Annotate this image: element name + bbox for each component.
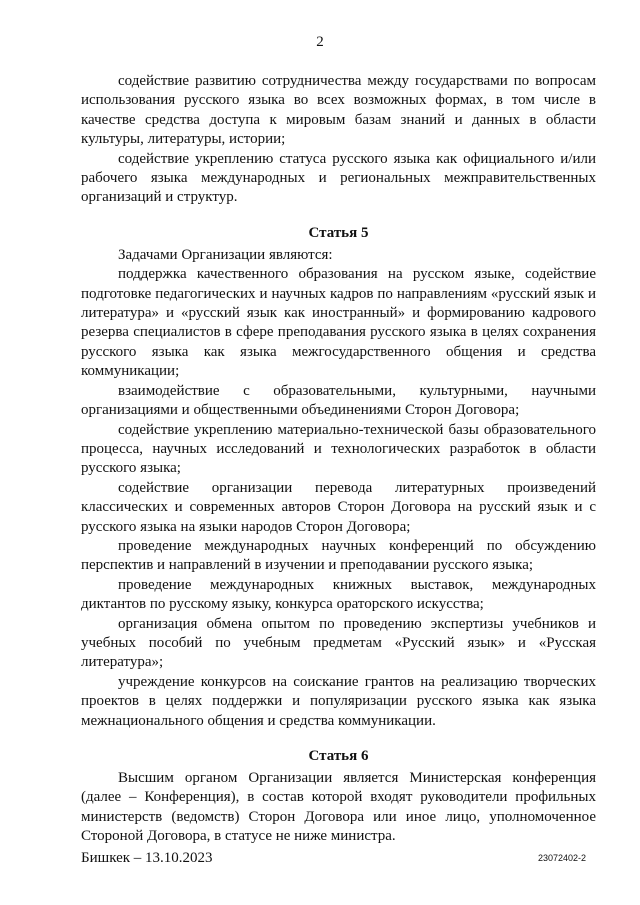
article-5-item: учреждение конкурсов на соискание грантов на реализацию творческих проектов в целях поддержки и популяризации русского языка как языка межнационального общения и средства коммуникации.: [81, 673, 596, 729]
article-6-text: Высшим органом Организации является Министерская конференция (далее – Конференция), в состав которой входят руководители профильных министерств (ведомств) Сторон Договора или иное лицо, уполномоченное Стороной Договора, в статусе не ниже министра.: [81, 770, 596, 845]
document-body: [81, 72, 596, 847]
intro-paragraph: содействие укреплению статуса русского языка как официального и/или рабочего языка международных и региональных межправительственных организаций и структур.: [81, 150, 596, 206]
intro-paragraph: содействие развитию сотрудничества между государствами по вопросам использования русского языка во всех возможных формах, в том числе в качестве средства доступа к мировым базам знаний и данных в области культуры, литературы, истории;: [81, 73, 596, 148]
article-5-item: поддержка качественного образования на русском языке, содействие подготовке педагогических и научных кадров по направлениям «русский язык и литература» и «русский язык как иностранный» и формированию кадрового резерва специалистов в сфере преподавания русского языка в целях сохранения русского языка как языка межгосударственного общения и средства коммуникации;: [81, 266, 596, 380]
article-5-heading: Статья 5: [308, 224, 369, 241]
footer-doc-code: 23072402-2: [537, 853, 586, 863]
article-5-item: проведение международных научных конференций по обсуждению перспектив и направлений в изучении и преподавании русского языка;: [81, 537, 596, 574]
footer-place-date: Бишкек – 13.10.2023: [81, 850, 213, 866]
page-number: 2: [316, 34, 324, 50]
article-5-item: содействие укреплению материально-технической базы образовательного процесса, научных исследований и технологических разработок в области русского языка;: [81, 421, 596, 477]
article-5-item: проведение международных книжных выставок, международных диктантов по русскому языку, конкурса ораторского искусства;: [81, 576, 596, 613]
article-5-intro: Задачами Организации являются:: [118, 246, 333, 263]
article-6-heading: Статья 6: [308, 748, 369, 764]
article-5-item: взаимодействие с образовательными, культурными, научными организациями и общественными объединениями Сторон Договора;: [81, 382, 596, 419]
article-5-item: организация обмена опытом по проведению экспертизы учебников и учебных пособий по учебным предметам «Русский язык» и «Русская литература»;: [81, 615, 596, 671]
article-5-item: содействие организации перевода литературных произведений классических и современных авторов Сторон Договора на русский язык и с русского языка на языки народов Сторон Договора;: [81, 479, 596, 535]
